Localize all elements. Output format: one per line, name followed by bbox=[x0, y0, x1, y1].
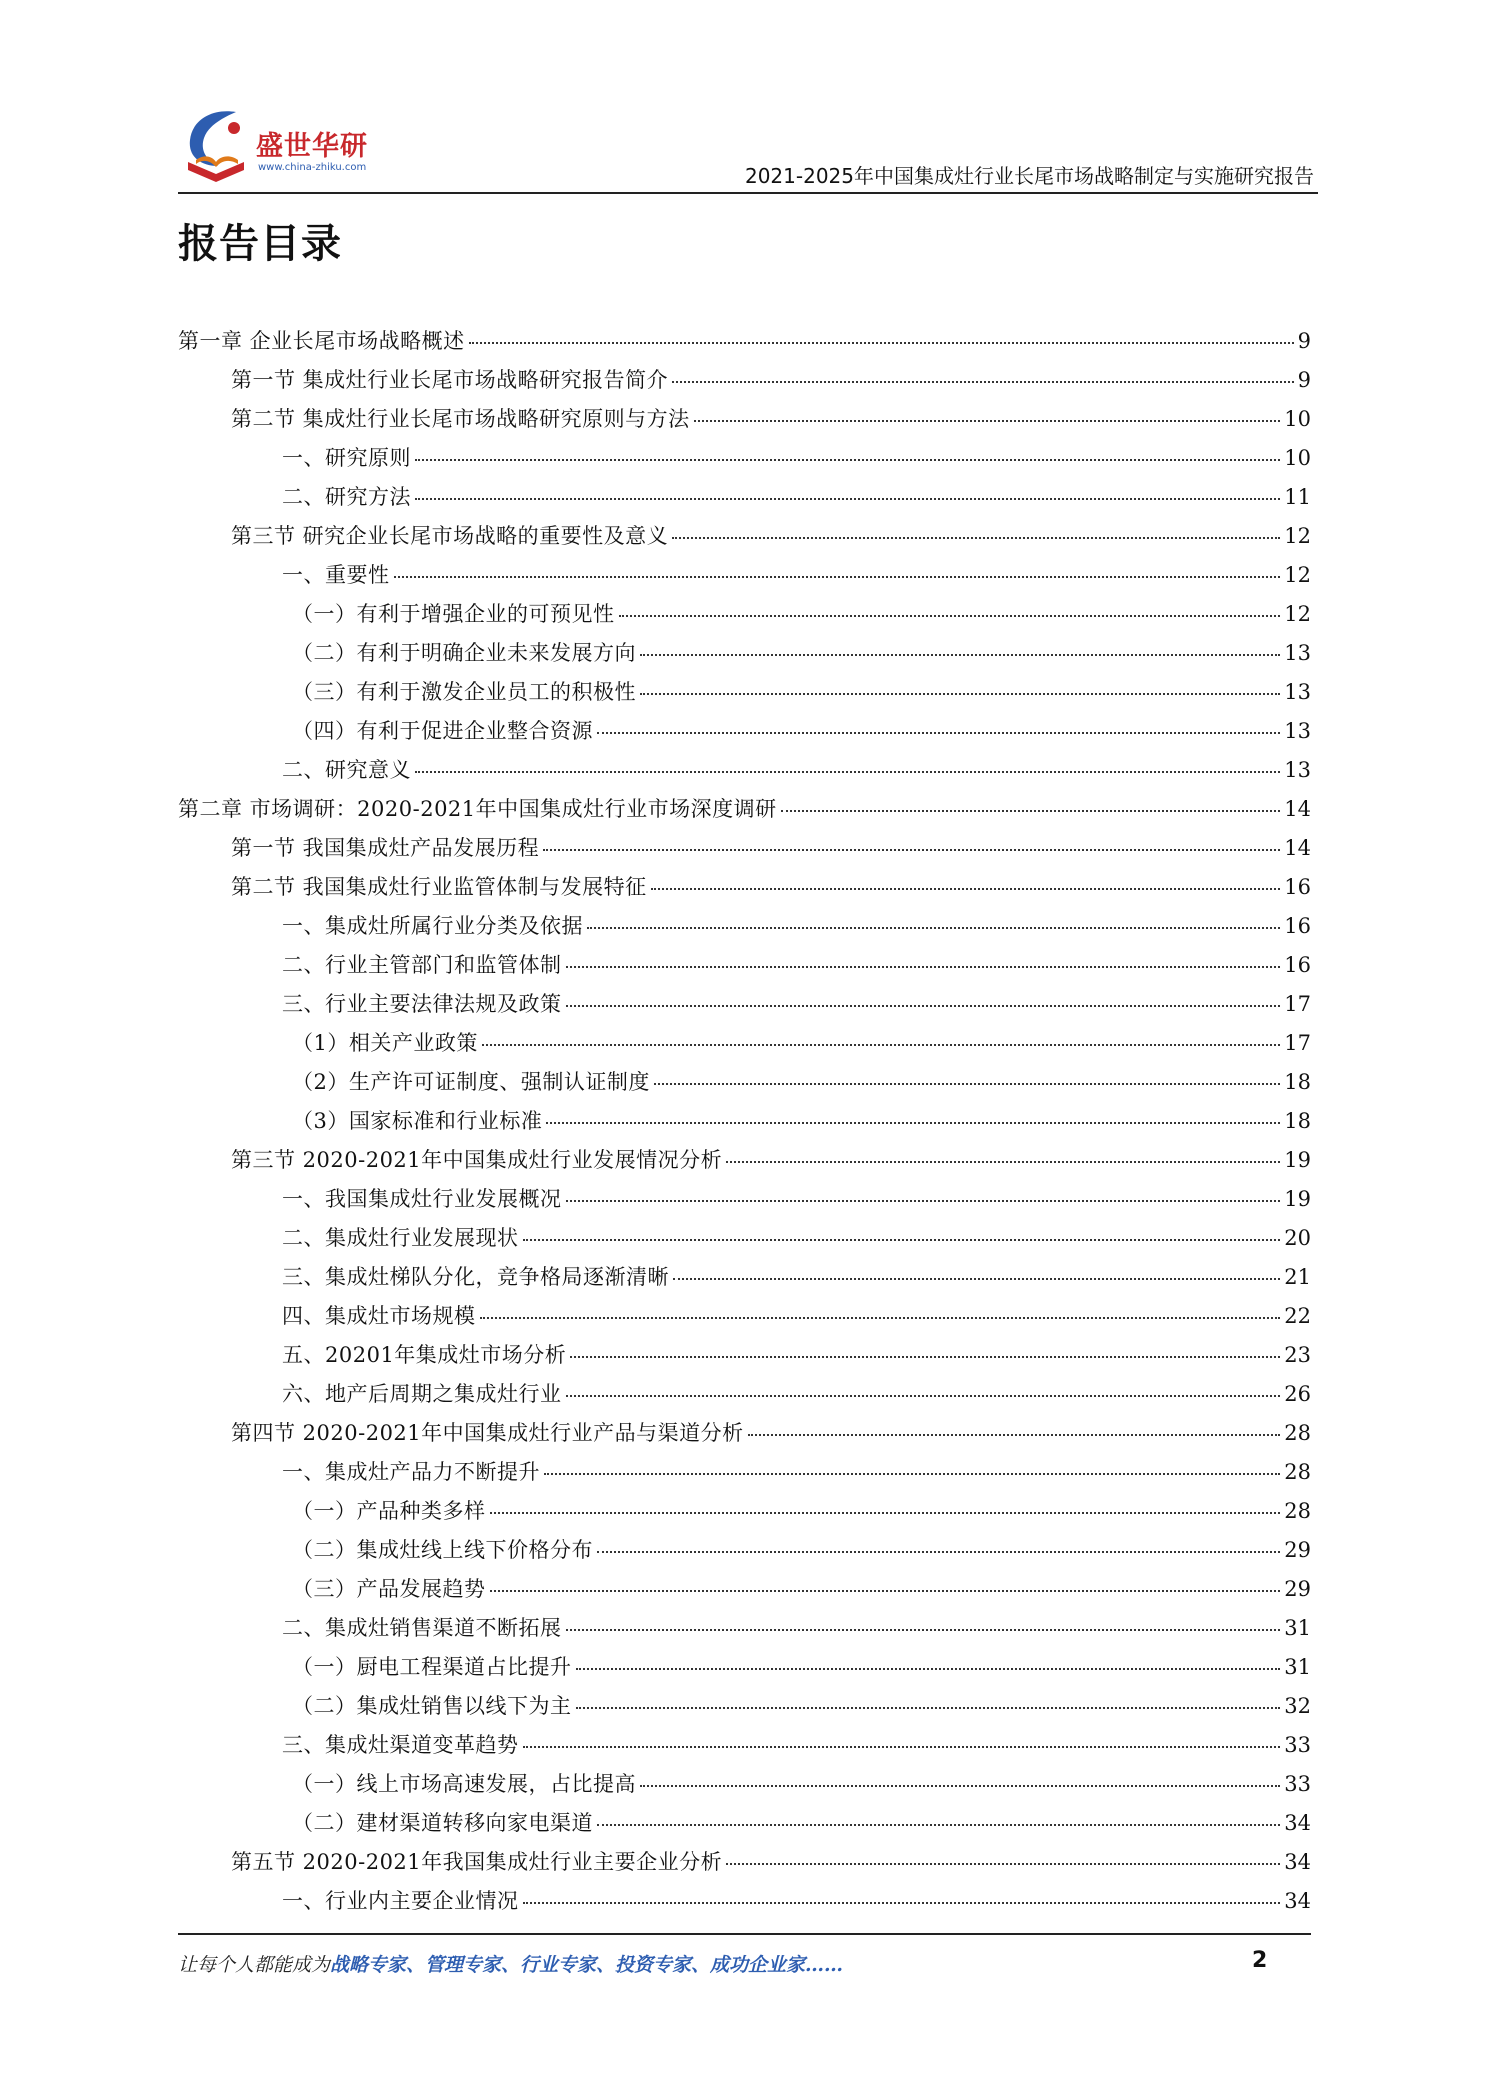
toc-entry[interactable] bbox=[178, 326, 1311, 365]
toc-entry-label: （一）线上市场高速发展，占比提高 bbox=[292, 1772, 636, 1796]
toc-entry-page: 19 bbox=[1284, 1187, 1311, 1211]
toc-entry-label: 第二章 市场调研：2020-2021年中国集成灶行业市场深度调研 bbox=[178, 797, 777, 821]
toc-leader-dots bbox=[566, 1629, 1281, 1631]
toc-leader-dots bbox=[469, 342, 1294, 344]
toc-leader-dots bbox=[523, 1902, 1281, 1904]
toc-leader-dots bbox=[394, 576, 1281, 578]
toc-leader-dots bbox=[576, 1707, 1281, 1709]
toc-entry-label: 三、集成灶梯队分化，竞争格局逐渐清晰 bbox=[282, 1265, 669, 1289]
page-title: 报告目录 bbox=[178, 221, 342, 267]
toc-leader-dots bbox=[566, 966, 1281, 968]
toc-entry-page: 18 bbox=[1284, 1109, 1311, 1133]
toc-leader-dots bbox=[566, 1005, 1281, 1007]
toc-entry[interactable] bbox=[178, 599, 1311, 638]
toc-entry[interactable] bbox=[178, 1613, 1311, 1652]
toc-entry-page: 28 bbox=[1284, 1421, 1311, 1445]
toc-entry-label: 第一节 集成灶行业长尾市场战略研究报告简介 bbox=[231, 368, 669, 392]
toc-leader-dots bbox=[415, 498, 1280, 500]
toc-entry-label: 第三节 2020-2021年中国集成灶行业发展情况分析 bbox=[231, 1148, 723, 1172]
toc-entry-label: （四）有利于促进企业整合资源 bbox=[292, 719, 593, 743]
toc-entry-page: 28 bbox=[1284, 1499, 1311, 1523]
logo-url: www.china-zhiku.com bbox=[258, 162, 367, 173]
toc-leader-dots bbox=[619, 615, 1281, 617]
toc-entry[interactable] bbox=[178, 872, 1311, 911]
toc-leader-dots bbox=[544, 1473, 1280, 1475]
toc-entry-page: 12 bbox=[1284, 602, 1311, 626]
toc-entry-page: 21 bbox=[1284, 1265, 1311, 1289]
toc-entry-label: （三）有利于激发企业员工的积极性 bbox=[292, 680, 636, 704]
toc-entry[interactable] bbox=[178, 950, 1311, 989]
toc-entry[interactable] bbox=[178, 521, 1311, 560]
toc-leader-dots bbox=[490, 1512, 1281, 1514]
toc-entry[interactable] bbox=[178, 911, 1311, 950]
toc-entry-page: 12 bbox=[1284, 524, 1311, 548]
toc-entry[interactable] bbox=[178, 833, 1311, 872]
toc-leader-dots bbox=[482, 1044, 1280, 1046]
toc-entry-label: 一、重要性 bbox=[282, 563, 390, 587]
toc-entry[interactable] bbox=[178, 1496, 1311, 1535]
toc-entry[interactable] bbox=[178, 1262, 1311, 1301]
toc-entry-label: 三、集成灶渠道变革趋势 bbox=[282, 1733, 519, 1757]
toc-leader-dots bbox=[726, 1161, 1280, 1163]
toc-entry[interactable] bbox=[178, 1457, 1311, 1496]
toc-entry-page: 17 bbox=[1284, 1031, 1311, 1055]
toc-entry-label: 六、地产后周期之集成灶行业 bbox=[282, 1382, 562, 1406]
page-header bbox=[178, 100, 1318, 194]
toc-entry-page: 33 bbox=[1284, 1733, 1311, 1757]
toc-leader-dots bbox=[490, 1590, 1281, 1592]
toc-entry[interactable] bbox=[178, 560, 1311, 599]
toc-entry-page: 13 bbox=[1284, 719, 1311, 743]
toc-entry[interactable] bbox=[178, 1418, 1311, 1457]
toc-leader-dots bbox=[597, 1551, 1280, 1553]
toc-entry-page: 33 bbox=[1284, 1772, 1311, 1796]
toc-entry[interactable] bbox=[178, 404, 1311, 443]
toc-entry-label: 一、研究原则 bbox=[282, 446, 411, 470]
toc-leader-dots bbox=[694, 420, 1281, 422]
toc-entry-page: 26 bbox=[1284, 1382, 1311, 1406]
toc-entry-page: 17 bbox=[1284, 992, 1311, 1016]
toc-leader-dots bbox=[640, 1785, 1280, 1787]
toc-entry-page: 10 bbox=[1284, 446, 1311, 470]
toc-entry[interactable] bbox=[178, 1223, 1311, 1262]
toc-entry-page: 22 bbox=[1284, 1304, 1311, 1328]
toc-entry[interactable] bbox=[178, 1691, 1311, 1730]
toc-entry-label: （二）集成灶销售以线下为主 bbox=[292, 1694, 572, 1718]
toc-entry-label: （二）建材渠道转移向家电渠道 bbox=[292, 1811, 593, 1835]
toc-leader-dots bbox=[597, 732, 1280, 734]
table-of-contents bbox=[178, 326, 1311, 1925]
toc-entry-label: 第一节 我国集成灶产品发展历程 bbox=[231, 836, 540, 860]
toc-leader-dots bbox=[566, 1395, 1281, 1397]
toc-leader-dots bbox=[546, 1122, 1280, 1124]
toc-entry-page: 29 bbox=[1284, 1538, 1311, 1562]
toc-leader-dots bbox=[415, 459, 1280, 461]
toc-entry-page: 16 bbox=[1284, 875, 1311, 899]
toc-entry-label: 一、行业内主要企业情况 bbox=[282, 1889, 519, 1913]
company-logo bbox=[178, 104, 408, 188]
toc-entry[interactable] bbox=[178, 1067, 1311, 1106]
toc-entry-label: 四、集成灶市场规模 bbox=[282, 1304, 476, 1328]
logo-name: 盛世华研 bbox=[256, 131, 368, 162]
toc-leader-dots bbox=[523, 1239, 1281, 1241]
toc-entry-label: 二、集成灶行业发展现状 bbox=[282, 1226, 519, 1250]
toc-entry-page: 13 bbox=[1284, 680, 1311, 704]
toc-entry[interactable] bbox=[178, 1145, 1311, 1184]
logo-mark-icon bbox=[178, 104, 256, 188]
toc-entry-page: 14 bbox=[1284, 797, 1311, 821]
footer-slogan bbox=[178, 1950, 843, 1977]
toc-entry[interactable] bbox=[178, 1730, 1311, 1769]
toc-entry-label: 二、行业主管部门和监管体制 bbox=[282, 953, 562, 977]
toc-entry-page: 31 bbox=[1284, 1616, 1311, 1640]
toc-leader-dots bbox=[523, 1746, 1281, 1748]
toc-entry-label: 三、行业主要法律法规及政策 bbox=[282, 992, 562, 1016]
toc-entry[interactable] bbox=[178, 365, 1311, 404]
toc-entry[interactable] bbox=[178, 989, 1311, 1028]
toc-leader-dots bbox=[748, 1434, 1281, 1436]
toc-leader-dots bbox=[640, 654, 1280, 656]
toc-entry-label: 第四节 2020-2021年中国集成灶行业产品与渠道分析 bbox=[231, 1421, 744, 1445]
toc-leader-dots bbox=[480, 1317, 1281, 1319]
toc-entry-page: 19 bbox=[1284, 1148, 1311, 1172]
toc-leader-dots bbox=[781, 810, 1281, 812]
toc-entry[interactable] bbox=[178, 1808, 1311, 1847]
toc-entry-page: 13 bbox=[1284, 641, 1311, 665]
toc-entry-page: 9 bbox=[1297, 368, 1311, 392]
toc-leader-dots bbox=[651, 888, 1281, 890]
toc-entry[interactable] bbox=[178, 638, 1311, 677]
toc-entry-label: 第五节 2020-2021年我国集成灶行业主要企业分析 bbox=[231, 1850, 723, 1874]
toc-leader-dots bbox=[587, 927, 1280, 929]
toc-entry-label: （二）集成灶线上线下价格分布 bbox=[292, 1538, 593, 1562]
toc-entry-label: 第二节 我国集成灶行业监管体制与发展特征 bbox=[231, 875, 647, 899]
toc-entry-page: 31 bbox=[1284, 1655, 1311, 1679]
toc-entry-label: （1）相关产业政策 bbox=[292, 1031, 478, 1055]
toc-entry[interactable] bbox=[178, 1028, 1311, 1067]
toc-entry[interactable] bbox=[178, 1535, 1311, 1574]
toc-entry[interactable] bbox=[178, 1769, 1311, 1808]
page-number: 2 bbox=[1252, 1948, 1268, 1973]
toc-entry-page: 34 bbox=[1284, 1889, 1311, 1913]
toc-entry-page: 12 bbox=[1284, 563, 1311, 587]
toc-entry-label: 一、我国集成灶行业发展概况 bbox=[282, 1187, 562, 1211]
toc-entry-page: 20 bbox=[1284, 1226, 1311, 1250]
toc-entry[interactable] bbox=[178, 794, 1311, 833]
toc-entry[interactable] bbox=[178, 1106, 1311, 1145]
toc-entry-page: 23 bbox=[1284, 1343, 1311, 1367]
toc-entry-page: 11 bbox=[1284, 485, 1311, 509]
toc-leader-dots bbox=[543, 849, 1280, 851]
toc-entry-label: （三）产品发展趋势 bbox=[292, 1577, 486, 1601]
toc-entry[interactable] bbox=[178, 1574, 1311, 1613]
toc-entry-label: 一、集成灶所属行业分类及依据 bbox=[282, 914, 583, 938]
toc-entry[interactable] bbox=[178, 1184, 1311, 1223]
toc-entry-label: （一）有利于增强企业的可预见性 bbox=[292, 602, 615, 626]
toc-entry[interactable] bbox=[178, 677, 1311, 716]
toc-entry-label: 第三节 研究企业长尾市场战略的重要性及意义 bbox=[231, 524, 669, 548]
toc-entry[interactable] bbox=[178, 716, 1311, 755]
toc-entry-label: 二、研究意义 bbox=[282, 758, 411, 782]
toc-entry-page: 13 bbox=[1284, 758, 1311, 782]
toc-entry-label: 第二节 集成灶行业长尾市场战略研究原则与方法 bbox=[231, 407, 690, 431]
toc-entry-label: （2）生产许可证制度、强制认证制度 bbox=[292, 1070, 650, 1094]
toc-entry-label: （一）产品种类多样 bbox=[292, 1499, 486, 1523]
toc-entry-label: （3）国家标准和行业标准 bbox=[292, 1109, 543, 1133]
toc-leader-dots bbox=[576, 1668, 1281, 1670]
toc-leader-dots bbox=[672, 537, 1280, 539]
toc-entry-label: 一、集成灶产品力不断提升 bbox=[282, 1460, 540, 1484]
toc-leader-dots bbox=[597, 1824, 1280, 1826]
toc-entry[interactable] bbox=[178, 1301, 1311, 1340]
toc-entry-page: 16 bbox=[1284, 953, 1311, 977]
toc-leader-dots bbox=[566, 1200, 1281, 1202]
toc-entry-page: 14 bbox=[1284, 836, 1311, 860]
toc-entry[interactable] bbox=[178, 443, 1311, 482]
toc-entry[interactable] bbox=[178, 1379, 1311, 1418]
toc-entry-label: 第一章 企业长尾市场战略概述 bbox=[178, 329, 465, 353]
toc-entry-page: 9 bbox=[1297, 329, 1311, 353]
toc-entry[interactable] bbox=[178, 1652, 1311, 1691]
toc-entry[interactable] bbox=[178, 1886, 1311, 1925]
toc-leader-dots bbox=[673, 1278, 1280, 1280]
toc-entry-label: 二、研究方法 bbox=[282, 485, 411, 509]
toc-leader-dots bbox=[726, 1863, 1280, 1865]
toc-entry-label: （二）有利于明确企业未来发展方向 bbox=[292, 641, 636, 665]
toc-leader-dots bbox=[654, 1083, 1280, 1085]
slogan-highlight: 战略专家、管理专家、行业专家、投资专家、成功企业家…… bbox=[330, 1954, 844, 1976]
slogan-prefix: 让每个人都能成为 bbox=[178, 1954, 331, 1976]
toc-entry-label: （一）厨电工程渠道占比提升 bbox=[292, 1655, 572, 1679]
toc-entry-page: 18 bbox=[1284, 1070, 1311, 1094]
toc-entry-page: 28 bbox=[1284, 1460, 1311, 1484]
toc-entry[interactable] bbox=[178, 482, 1311, 521]
toc-entry-page: 34 bbox=[1284, 1811, 1311, 1835]
toc-entry-label: 二、集成灶销售渠道不断拓展 bbox=[282, 1616, 562, 1640]
toc-entry-page: 10 bbox=[1284, 407, 1311, 431]
footer-divider bbox=[178, 1933, 1311, 1935]
toc-entry[interactable] bbox=[178, 755, 1311, 794]
toc-leader-dots bbox=[415, 771, 1280, 773]
toc-entry-page: 32 bbox=[1284, 1694, 1311, 1718]
toc-leader-dots bbox=[570, 1356, 1280, 1358]
toc-entry-label: 五、20201年集成灶市场分析 bbox=[282, 1343, 567, 1367]
toc-entry[interactable] bbox=[178, 1340, 1311, 1379]
toc-entry-page: 34 bbox=[1284, 1850, 1311, 1874]
toc-entry-page: 16 bbox=[1284, 914, 1311, 938]
toc-entry[interactable] bbox=[178, 1847, 1311, 1886]
document-title: 2021-2025年中国集成灶行业长尾市场战略制定与实施研究报告 bbox=[744, 164, 1314, 188]
toc-leader-dots bbox=[672, 381, 1293, 383]
toc-entry-page: 29 bbox=[1284, 1577, 1311, 1601]
toc-leader-dots bbox=[640, 693, 1280, 695]
